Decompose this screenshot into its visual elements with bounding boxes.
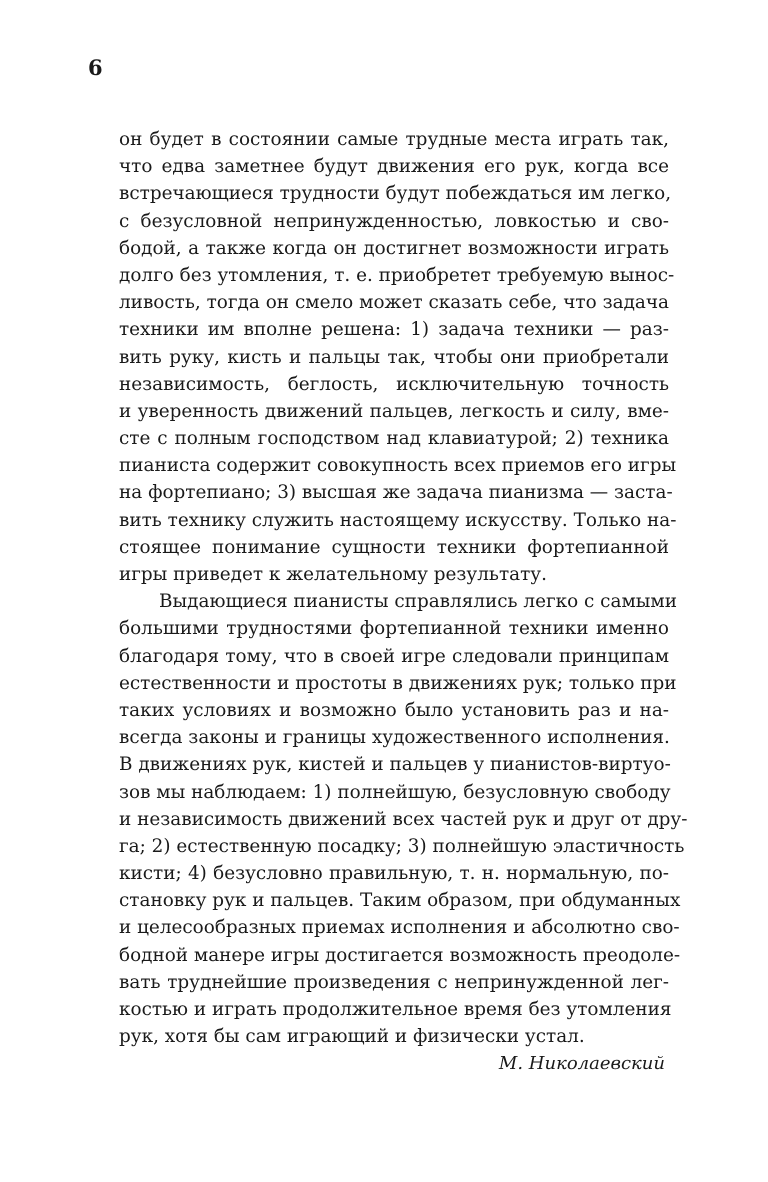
text-line: В движениях рук, кистей и пальцев у пианистов-виртуо- — [119, 754, 671, 776]
text-line: на фортепиано; 3) высшая же задача пианизма — заста- — [119, 482, 673, 504]
text-line: стоящее понимание сущности техники фортепианной — [119, 536, 669, 558]
text-line: вить руку, кисть и пальцы так, чтобы они приобретали — [119, 346, 669, 368]
text-line: игры приведет к желательному результату. — [119, 564, 547, 585]
author-signature: М. Николаевский — [498, 1053, 665, 1075]
text-line: бодой, а также когда он достигнет возможности играть — [119, 237, 669, 259]
text-line: Выдающиеся пианисты справлялись легко с самыми — [159, 591, 677, 613]
text-line: встречающиеся трудности будут побеждаться им легко, — [119, 183, 672, 205]
text-line: долго без утомления, т. е. приобретет требуемую вынос- — [119, 264, 675, 286]
paragraph — [119, 126, 677, 588]
text-line: естественности и простоты в движениях рук; только при — [119, 672, 677, 694]
text-line: таких условиях и возможно было установить раз и на- — [119, 699, 669, 721]
text-line: независимость, беглость, исключительную точность — [119, 373, 669, 395]
paragraph — [119, 588, 688, 1050]
text-line: вить технику служить настоящему искусству. Только на- — [119, 509, 677, 531]
text-line: и независимость движений всех частей рук и друг от дру- — [119, 808, 688, 830]
text-line: кисти; 4) безусловно правильную, т. н. нормальную, по- — [119, 863, 669, 885]
text-line: пианиста содержит совокупность всех приемов его игры — [119, 455, 677, 477]
text-line: рук, хотя бы сам играющий и физически устал. — [119, 1026, 585, 1048]
text-line: костью и играть продолжительное время без утомления — [119, 999, 672, 1020]
text-line: и уверенность движений пальцев, легкость и силу, вме- — [119, 400, 669, 422]
text-line: он будет в состоянии самые трудные места играть так, — [119, 129, 669, 150]
text-line: сте с полным господством над клавиатурой; 2) техника — [119, 428, 669, 450]
body-text — [119, 126, 688, 1078]
paragraphs-container — [119, 126, 688, 1050]
text-line: бодной манере игры достигается возможность преодоле- — [119, 944, 681, 966]
text-line: зов мы наблюдаем: 1) полнейшую, безусловную свободу — [119, 781, 671, 803]
text-line: техники им вполне решена: 1) задача техники — раз- — [119, 319, 669, 341]
text-line: что едва заметнее будут движения его рук, когда все — [119, 156, 669, 178]
text-line: благодаря тому, что в своей игре следовали принципам — [119, 645, 669, 667]
page-number: 6 — [88, 55, 103, 80]
text-line: и целесообразных приемах исполнения и абсолютно сво- — [119, 917, 680, 939]
text-line: вать труднейшие произведения с непринужденной лег- — [119, 971, 669, 993]
text-line: всегда законы и границы художественного исполнения. — [119, 727, 670, 749]
text-line: ливость, тогда он смело может сказать себе, что задача — [119, 292, 669, 314]
text-line: становку рук и пальцев. Таким образом, при обдуманных — [119, 890, 681, 912]
text-line: с безусловной непринужденностью, ловкостью и сво- — [119, 210, 669, 232]
text-line: га; 2) естественную посадку; 3) полнейшую эластичность — [119, 835, 685, 857]
text-line: большими трудностями фортепианной техники именно — [119, 618, 669, 640]
